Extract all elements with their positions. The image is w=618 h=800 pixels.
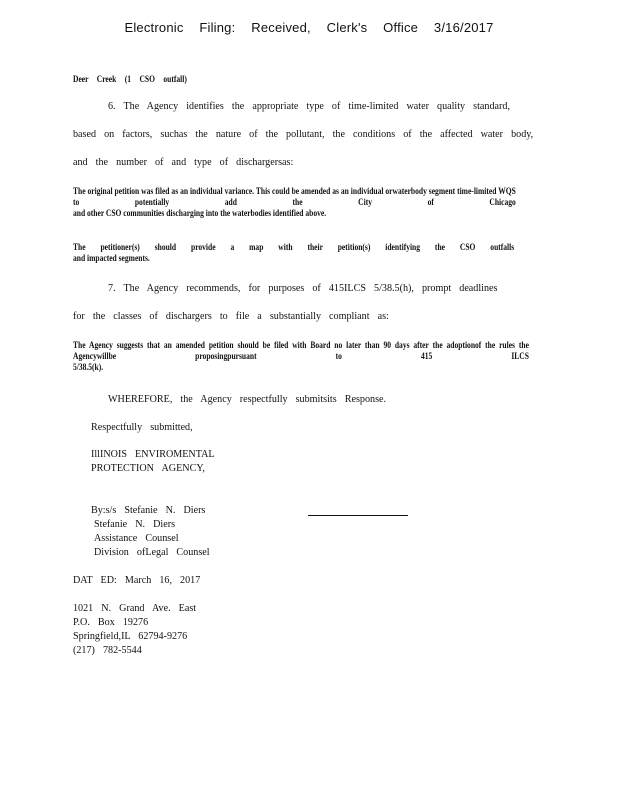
- comment-block-6b-last: and impacted segments.: [73, 253, 150, 263]
- comment-block-6a-text: The original petition was filed as an individual variance. This could be amended as an individual orwaterbody segment time-limited WQS to potentially add the City of Chicago: [73, 186, 516, 207]
- wherefore-clause: WHEREFORE, the Agency respectfully submitsits Response.: [108, 393, 387, 405]
- signature-rule: [308, 515, 408, 516]
- paragraph-6-line-2: based on factors, suchas the nature of the pollutant, the conditions of the affected water body,: [73, 128, 534, 140]
- comment-block-7-text: The Agency suggests that an amended petition should be filed with Board no later than 90 days after the adoptionof the rules the Agencywillbe proposingpursuant to 415 ILCS: [73, 340, 529, 361]
- agency-name-line-2: PROTECTION AGENCY,: [91, 462, 205, 474]
- signer-title: Assistance Counsel: [94, 532, 179, 544]
- paragraph-7-line-2: for the classes of dischargers to file a substantially compliant as:: [73, 310, 389, 322]
- agency-name-line-1: IllINOIS ENVIROMENTAL: [91, 448, 215, 460]
- signer-division: Division ofLegal Counsel: [94, 546, 210, 558]
- address-city: Springfield,IL 62794-9276: [73, 630, 188, 642]
- comment-block-7-last: 5/38.5(k).: [73, 362, 104, 372]
- address-po-box: P.O. Box 19276: [73, 616, 149, 628]
- comment-block-6a-last: and other CSO communities discharging into the waterbodies identified above.: [73, 208, 327, 218]
- paragraph-6-line-1: 6. The Agency identifies the appropriate type of time-limited water quality standard,: [108, 100, 510, 112]
- comment-block-6b: [73, 242, 514, 264]
- date-line: DAT ED: March 16, 2017: [73, 574, 201, 586]
- closing-line: Respectfully submitted,: [91, 421, 193, 433]
- signature-line: By:s/s Stefanie N. Diers: [91, 504, 206, 516]
- address-street: 1021 N. Grand Ave. East: [73, 602, 197, 614]
- paragraph-6-line-3: and the number of and type of dischargersas:: [73, 156, 294, 168]
- filing-stamp-header: Electronic Filing: Received, Clerk's Office 3/16/2017: [124, 20, 494, 35]
- list-item-deer-creek: Deer Creek (1 CSO outfall): [73, 74, 187, 84]
- comment-block-7: [73, 340, 529, 373]
- address-phone: (217) 782-5544: [73, 644, 142, 656]
- signer-name: Stefanie N. Diers: [94, 518, 176, 530]
- paragraph-7-line-1: 7. The Agency recommends, for purposes of 415ILCS 5/38.5(h), prompt deadlines: [108, 282, 498, 294]
- comment-block-6b-text: The petitioner(s) should provide a map with their petition(s) identifying the CSO outfalls: [73, 242, 515, 252]
- comment-block-6a: [73, 186, 516, 219]
